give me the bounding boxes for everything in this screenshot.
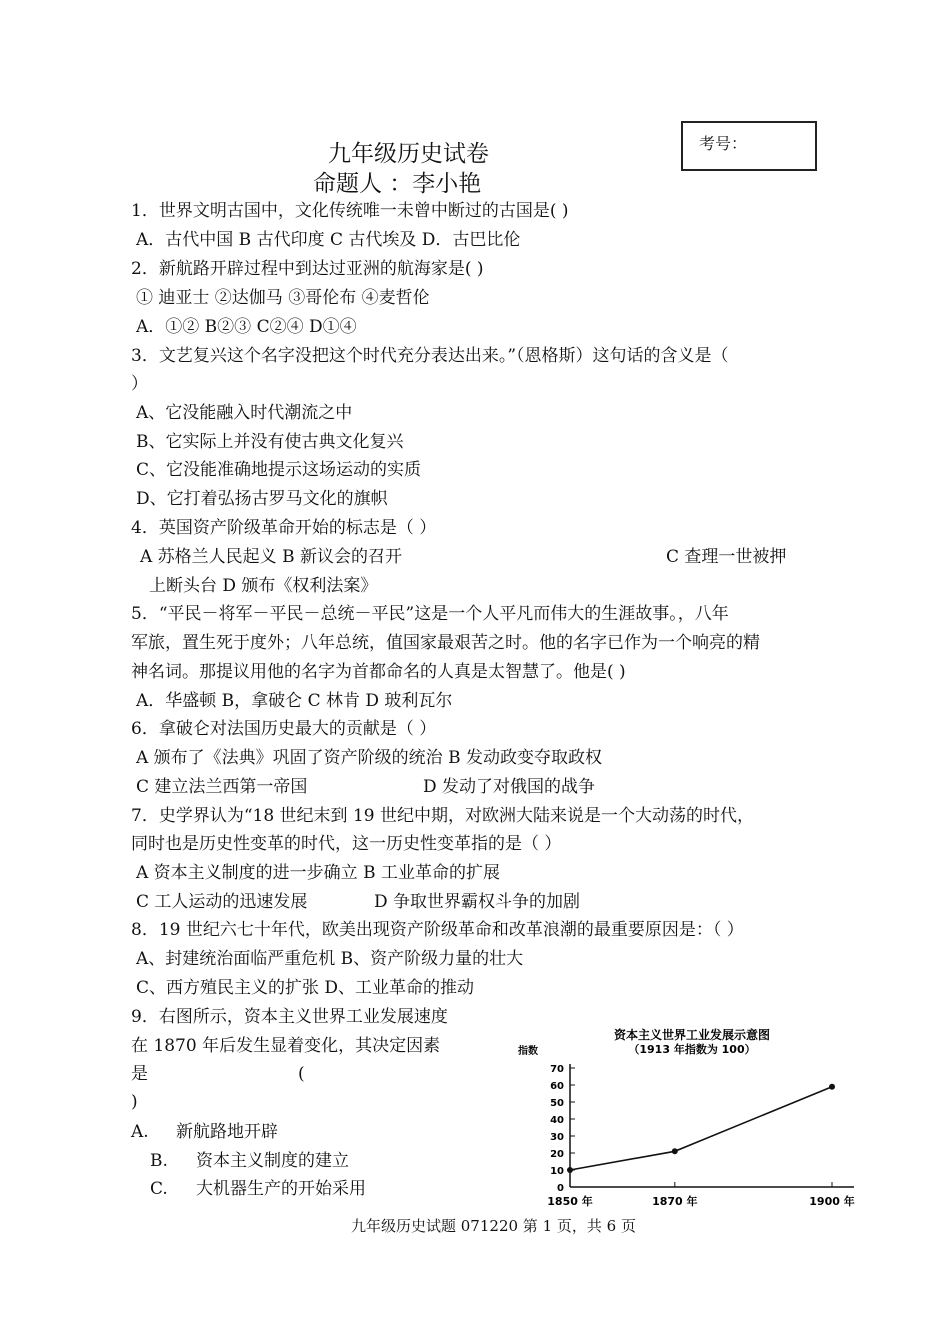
q3-option-b: B、它实际上并没有使古典文化复兴 — [136, 432, 404, 452]
y-tick-label: 50 — [550, 1098, 564, 1109]
page-footer: 九年级历史试题 071220 第 1 页，共 6 页 — [351, 1217, 636, 1235]
q9-option-a: 新航路地开辟 — [176, 1122, 278, 1142]
q7-option-c: C 工人运动的迅速发展 — [136, 892, 308, 912]
q9-option-c-letter: C. — [150, 1179, 168, 1199]
q8-options-cd: C、西方殖民主义的扩张 D、工业革命的推动 — [136, 978, 475, 998]
y-tick-label: 60 — [550, 1081, 564, 1092]
chart-title: 资本主义世界工业发展示意图 — [613, 1028, 771, 1042]
q3-stem: 3．文艺复兴这个名字没把这个时代充分表达出来。”（恩格斯）这句话的含义是（ — [131, 346, 729, 366]
x-tick-label: 1900 年 — [809, 1195, 855, 1208]
exam-number-label: 考号： — [699, 134, 748, 153]
q7-options-ab: A 资本主义制度的进一步确立 B 工业革命的扩展 — [136, 863, 500, 883]
q6-stem: 6．拿破仑对法国历史最大的贡献是（ ） — [131, 719, 437, 739]
q5-options: A．华盛顿 B，拿破仑 C 林肯 D 玻利瓦尔 — [136, 691, 453, 711]
page-title: 九年级历史试卷 — [328, 141, 489, 167]
data-point — [672, 1148, 678, 1154]
y-tick-label: 70 — [550, 1064, 564, 1075]
q5-stem-2: 军旅，置生死于度外；八年总统，值国家最艰苦之时。他的名字已作为一个响亮的精 — [131, 633, 760, 653]
author-line: 命题人 ：李小艳 — [313, 171, 482, 197]
q7-stem-1: 7．史学界认为“18 世纪末到 19 世纪中期，对欧洲大陆来说是一个大动荡的时代， — [131, 806, 754, 826]
y-tick-label: 10 — [550, 1166, 564, 1177]
chart-marks — [567, 1084, 835, 1173]
exam-number-box — [681, 121, 817, 171]
q5-stem-1: 5．“平民－将军－平民－总统－平民”这是一个人平凡而伟大的生涯故事。，八年 — [131, 604, 729, 624]
q6-option-d: D 发动了对俄国的战争 — [423, 777, 596, 797]
x-tick-label: 1850 年 — [547, 1195, 593, 1208]
q4-options-cd: 上断头台 D 颁布《权利法案》 — [149, 576, 378, 596]
y-tick-label: 0 — [557, 1183, 564, 1194]
q9-stem-2: 在 1870 年后发生显着变化，其决定因素 — [131, 1036, 441, 1056]
chart-subtitle: （1913 年指数为 100） — [628, 1043, 756, 1056]
q2-items: ① 迪亚士 ②达伽马 ③哥伦布 ④麦哲伦 — [136, 288, 430, 308]
q9-stem-3: 是 — [131, 1064, 148, 1084]
q9-paren-open: ( — [298, 1064, 305, 1084]
industrial-development-chart — [512, 1023, 872, 1213]
y-tick-label: 40 — [550, 1115, 564, 1126]
q8-stem: 8．19 世纪六七十年代，欧美出现资产阶级革命和改革浪潮的最重要原因是：（ ） — [131, 920, 744, 940]
q8-options-ab: A、封建统治面临严重危机 B、资产阶级力量的壮大 — [136, 949, 524, 969]
q9-option-a-letter: A. — [131, 1122, 149, 1142]
x-tick-label: 1870 年 — [652, 1195, 698, 1208]
q4-options-ab: A 苏格兰人民起义 B 新议会的召开 — [140, 547, 402, 567]
q1-options: A．古代中国 B 古代印度 C 古代埃及 D．古巴比伦 — [136, 230, 521, 250]
chart-ylabel: 指数 — [518, 1046, 538, 1057]
q2-options: A．①② B②③ C②④ D①④ — [136, 317, 357, 337]
q2-stem: 2．新航路开辟过程中到达过亚洲的航海家是( ) — [131, 259, 484, 279]
q5-stem-3: 神名词。那提议用他的名字为首都命名的人真是太智慧了。他是( ) — [131, 662, 626, 682]
q3-stem-end: ） — [131, 374, 148, 394]
y-tick-label: 20 — [550, 1149, 564, 1160]
q6-option-c: C 建立法兰西第一帝国 — [136, 777, 308, 797]
q9-option-b-letter: B. — [150, 1151, 168, 1171]
q4-option-c: C 查理一世被押 — [666, 547, 787, 567]
q9-stem-1: 9．右图所示，资本主义世界工业发展速度 — [131, 1007, 448, 1027]
data-point — [567, 1167, 573, 1173]
q9-paren-close: ) — [131, 1092, 138, 1112]
q4-stem: 4．英国资产阶级革命开始的标志是（ ） — [131, 518, 437, 538]
chart-axes — [547, 1064, 854, 1208]
data-point — [829, 1084, 835, 1090]
q9-option-b: 资本主义制度的建立 — [196, 1151, 349, 1171]
q7-stem-2: 同时也是历史性变革的时代，这一历史性变革指的是（ ） — [131, 834, 562, 854]
q1-stem: 1．世界文明古国中，文化传统唯一未曾中断过的古国是( ) — [131, 201, 569, 221]
y-tick-label: 30 — [550, 1132, 564, 1143]
q6-options-ab: A 颁布了《法典》巩固了资产阶级的统治 B 发动政变夺取政权 — [136, 748, 602, 768]
q3-option-d: D、它打着弘扬古罗马文化的旗帜 — [136, 489, 388, 509]
q9-option-c: 大机器生产的开始采用 — [196, 1179, 366, 1199]
q3-option-c: C、它没能准确地提示这场运动的实质 — [136, 460, 422, 480]
q7-option-d: D 争取世界霸权斗争的加剧 — [374, 892, 581, 912]
q3-option-a: A、它没能融入时代潮流之中 — [136, 403, 353, 423]
series-line — [570, 1087, 832, 1170]
